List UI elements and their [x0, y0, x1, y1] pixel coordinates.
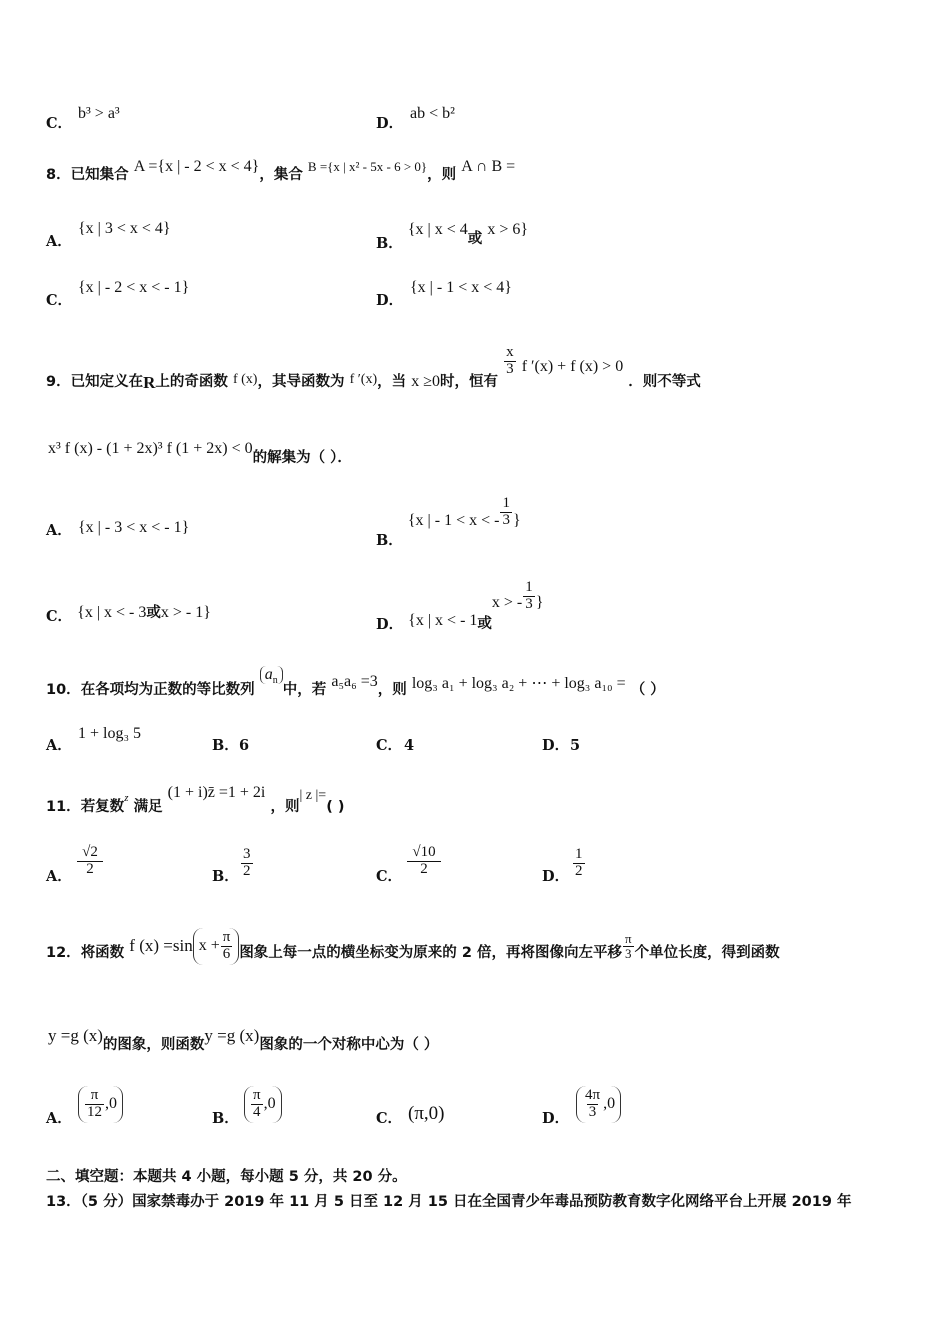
q8-option-a-label: A．	[46, 233, 72, 250]
q9-fraction-x-over-3	[504, 345, 516, 378]
q12-arg-fraction	[221, 930, 233, 963]
section-2-heading: 二、填空题：本题共 4 小题，每小题 5 分，共 20 分。	[46, 1169, 407, 1185]
q8-option-b-math-1: {x | x < 4	[407, 221, 468, 238]
q10-option-a-label: A．	[46, 737, 72, 754]
q12-option-b-math	[244, 1086, 282, 1123]
q11-option-b-fraction	[241, 847, 253, 880]
q11-option-d-label: D．	[542, 868, 570, 885]
q7-option-d-math: ab < b²	[410, 105, 455, 122]
q9-option-d-fraction	[523, 580, 535, 613]
q10-text-1: 在各项均为正数的等比数列	[80, 681, 255, 698]
q12-arg-x: x +	[198, 936, 220, 954]
q10-stem	[46, 666, 665, 698]
q8-set-b: B ={x | x² - 5x - 6 > 0}	[307, 159, 428, 174]
q11-option-c-fraction	[407, 845, 441, 878]
q8-text-1: 已知集合	[70, 167, 129, 183]
q9-text-5: 时，恒有	[440, 373, 498, 390]
q9-option-c	[46, 604, 211, 625]
q9-text-3: ，其导函数为	[257, 373, 345, 390]
q9-option-d-frac-den: 3	[525, 595, 533, 612]
q12-g-function-2: y =g (x)	[204, 1026, 260, 1045]
q9-number: 9．	[46, 373, 71, 390]
q12-option-a-den: 12	[87, 1103, 102, 1120]
q10-sequence-a: a	[264, 666, 273, 683]
q8-text-3: ，则	[427, 167, 457, 183]
q9-text-7: 的解集为（ ）．	[252, 450, 352, 466]
q12-option-d-num: 4π	[585, 1087, 601, 1103]
q9-inequality-2: x³ f (x) - (1 + 2x)³ f (1 + 2x) < 0	[48, 440, 253, 457]
q9-option-d-math-1: {x | x < - 1	[408, 611, 478, 629]
q10-option-c-label: C．	[376, 737, 403, 754]
q12-text-2: 图象上每一点的横坐标变为原来的 2 倍，再将图像向左平移	[239, 944, 622, 961]
q8-option-a-math: {x | 3 < x < 4}	[78, 220, 171, 237]
q8-expression: A ∩ B =	[461, 158, 516, 175]
q9-option-b-frac-num: 1	[502, 495, 510, 511]
q9-inequality: f ′(x) + f (x) > 0	[521, 357, 624, 375]
q12-option-d-fraction	[583, 1088, 602, 1121]
q11-text-3: ，则	[270, 799, 300, 815]
q12-number: 12．	[46, 944, 81, 961]
q8-option-b-math-2: x > 6}	[487, 221, 529, 238]
q12-option-a-num: π	[90, 1087, 99, 1103]
q12-option-b-label: B．	[212, 1110, 239, 1127]
q9-option-b-frac-den: 3	[502, 511, 510, 528]
q8-number: 8．	[46, 167, 71, 183]
q9-frac-den: 3	[506, 360, 514, 377]
q12-text-1: 将函数	[80, 944, 125, 961]
q9-option-d-frac-num: 1	[525, 579, 533, 595]
q11-option-c-den: 2	[407, 861, 441, 878]
q9-stem-line-2	[48, 440, 352, 466]
q12-arg-six: 6	[222, 945, 231, 962]
q11-z: z	[124, 792, 129, 804]
q9-option-a-label: A．	[46, 522, 72, 539]
q12-option-b-tail: ,0	[263, 1094, 276, 1112]
q11-stem	[46, 784, 345, 815]
q10-option-d-label: D．	[542, 737, 570, 754]
q10-text-2: 中，若	[282, 681, 327, 698]
q11-text-4: ( )	[326, 799, 345, 815]
q8-stem	[46, 158, 516, 183]
q12-text-4: 的图象，则函数	[102, 1037, 205, 1053]
q10-option-a-math: 1 + log₃ 5	[78, 725, 142, 742]
q10-sequence-n: n	[272, 675, 278, 687]
q9-text-2: 上的奇函数	[155, 373, 228, 390]
q9-option-b-end: }	[512, 511, 521, 529]
q9-fx: f (x)	[232, 371, 258, 387]
q12-option-d-label: D．	[542, 1110, 570, 1127]
q11-option-c-label: C．	[376, 868, 403, 885]
q12-option-d-tail: ,0	[603, 1094, 616, 1112]
q12-option-d-math	[576, 1086, 621, 1123]
q12-option-a-fraction	[85, 1088, 104, 1121]
q12-shift-num: π	[625, 931, 632, 947]
q7-option-c-label: C．	[46, 115, 73, 132]
q11-number: 11．	[46, 799, 81, 815]
q12-text-3: 个单位长度，得到函数	[634, 944, 780, 961]
q9-stem	[46, 340, 701, 392]
q11-option-b-label: B．	[212, 868, 239, 885]
q9-text-4: ，当	[377, 373, 407, 390]
q11-option-a-den: 2	[77, 861, 103, 878]
q9-condition: x ≥0	[411, 372, 440, 390]
q9-option-c-or: 或	[146, 605, 161, 621]
q8-set-a: A ={x | - 2 < x < 4}	[133, 158, 260, 175]
q9-option-b	[376, 495, 521, 549]
q12-option-b-den: 4	[253, 1103, 261, 1120]
q12-shift-fraction	[623, 932, 634, 960]
q10-option-d-value: 5	[570, 737, 581, 754]
q12-option-c-math: (π,0)	[408, 1103, 445, 1124]
q12-function: f (x) =sin	[129, 935, 193, 955]
q12-option-b-num: π	[253, 1087, 261, 1103]
q13-stem: 13．（5 分）国家禁毒办于 2019 年 11 月 5 日至 12 月 15 日在全国青少年毒品预防教育数字化网络平台上开展 2019 年	[46, 1194, 852, 1210]
q8-option-b-label: B．	[376, 235, 403, 252]
q11-option-b-num: 3	[243, 846, 251, 862]
q9-option-c-label: C．	[46, 608, 73, 625]
q11-text-2: 满足	[133, 799, 163, 815]
q10-text-3: ，则	[377, 681, 407, 698]
q11-option-a-fraction	[77, 845, 103, 878]
q10-condition: a₅a₆ =3	[331, 672, 378, 690]
q12-text-5: 图象的一个对称中心为（ ）	[259, 1037, 439, 1053]
q8-option-d-math: {x | - 1 < x < 4}	[410, 279, 512, 296]
q8-option-c-math: {x | - 2 < x < - 1}	[78, 279, 190, 296]
q10-option-b-label: B．	[212, 737, 239, 754]
q12-stem-line-2	[48, 1026, 439, 1053]
q12-option-a-tail: ,0	[105, 1094, 117, 1112]
q12-shift-den: 3	[625, 945, 632, 961]
q9-option-c-math-1: {x | x < - 3	[77, 604, 147, 621]
q11-option-a-label: A．	[46, 868, 72, 885]
q9-option-d-label: D．	[376, 615, 404, 633]
q9-option-b-fraction	[500, 496, 512, 529]
q12-argument	[193, 928, 240, 965]
q11-expression: | z |=	[299, 788, 327, 803]
q12-option-c-label: C．	[376, 1110, 403, 1127]
q9-option-d-or: 或	[477, 615, 492, 632]
q12-arg-pi: π	[222, 929, 231, 945]
q9-r-symbol: R	[143, 372, 156, 392]
q7-option-d-label: D．	[376, 115, 404, 132]
q8-option-b-or: 或	[467, 231, 483, 247]
q9-text-1: 已知定义在	[70, 373, 144, 390]
q11-option-a-num: √2	[82, 844, 98, 860]
q12-option-d-den: 3	[588, 1103, 597, 1120]
q11-option-b-den: 2	[243, 862, 251, 879]
q10-text-4: （ ）	[630, 681, 665, 698]
q7-option-c-math: b³ > a³	[78, 105, 120, 122]
q10-option-b-value: 6	[239, 737, 250, 754]
q8-option-b	[376, 221, 529, 252]
q10-option-c-value: 4	[404, 737, 415, 754]
q12-g-function: y =g (x)	[48, 1026, 103, 1045]
q9-text-6: ．则不等式	[628, 373, 701, 390]
q8-option-c-label: C．	[46, 292, 73, 309]
q10-expression: log₃ a₁ + log₃ a₂ + ⋯ + log₃ a₁₀ =	[411, 674, 626, 692]
q12-option-b-fraction	[251, 1088, 263, 1121]
q9-derivative: f ′(x)	[349, 371, 378, 387]
q8-text-2: ，集合	[259, 167, 303, 183]
q11-option-d-den: 2	[575, 862, 583, 879]
q9-frac-num: x	[506, 344, 514, 360]
q11-option-d-num: 1	[575, 846, 583, 862]
q8-option-d-label: D．	[376, 292, 404, 309]
q11-option-d-fraction	[573, 847, 585, 880]
q9-option-b-math: {x | - 1 < x < -	[407, 511, 500, 529]
q10-number: 10．	[46, 681, 81, 698]
q12-option-a-math	[78, 1086, 123, 1123]
q11-condition: (1 + i)z̄ =1 + 2i	[167, 784, 266, 801]
q11-option-c-num: √10	[412, 844, 436, 860]
q11-text-1: 若复数	[80, 799, 125, 815]
q9-option-d-math-2: x > -	[491, 593, 523, 611]
q9-option-a-math: {x | - 3 < x < - 1}	[78, 519, 190, 536]
q12-stem	[46, 928, 780, 965]
q12-option-a-label: A．	[46, 1110, 72, 1127]
q9-option-b-label: B．	[376, 531, 403, 549]
q10-sequence	[260, 666, 283, 687]
q9-option-d	[376, 579, 544, 633]
q9-option-c-math-2: x > - 1}	[160, 604, 211, 621]
q9-option-d-end: }	[535, 593, 544, 611]
